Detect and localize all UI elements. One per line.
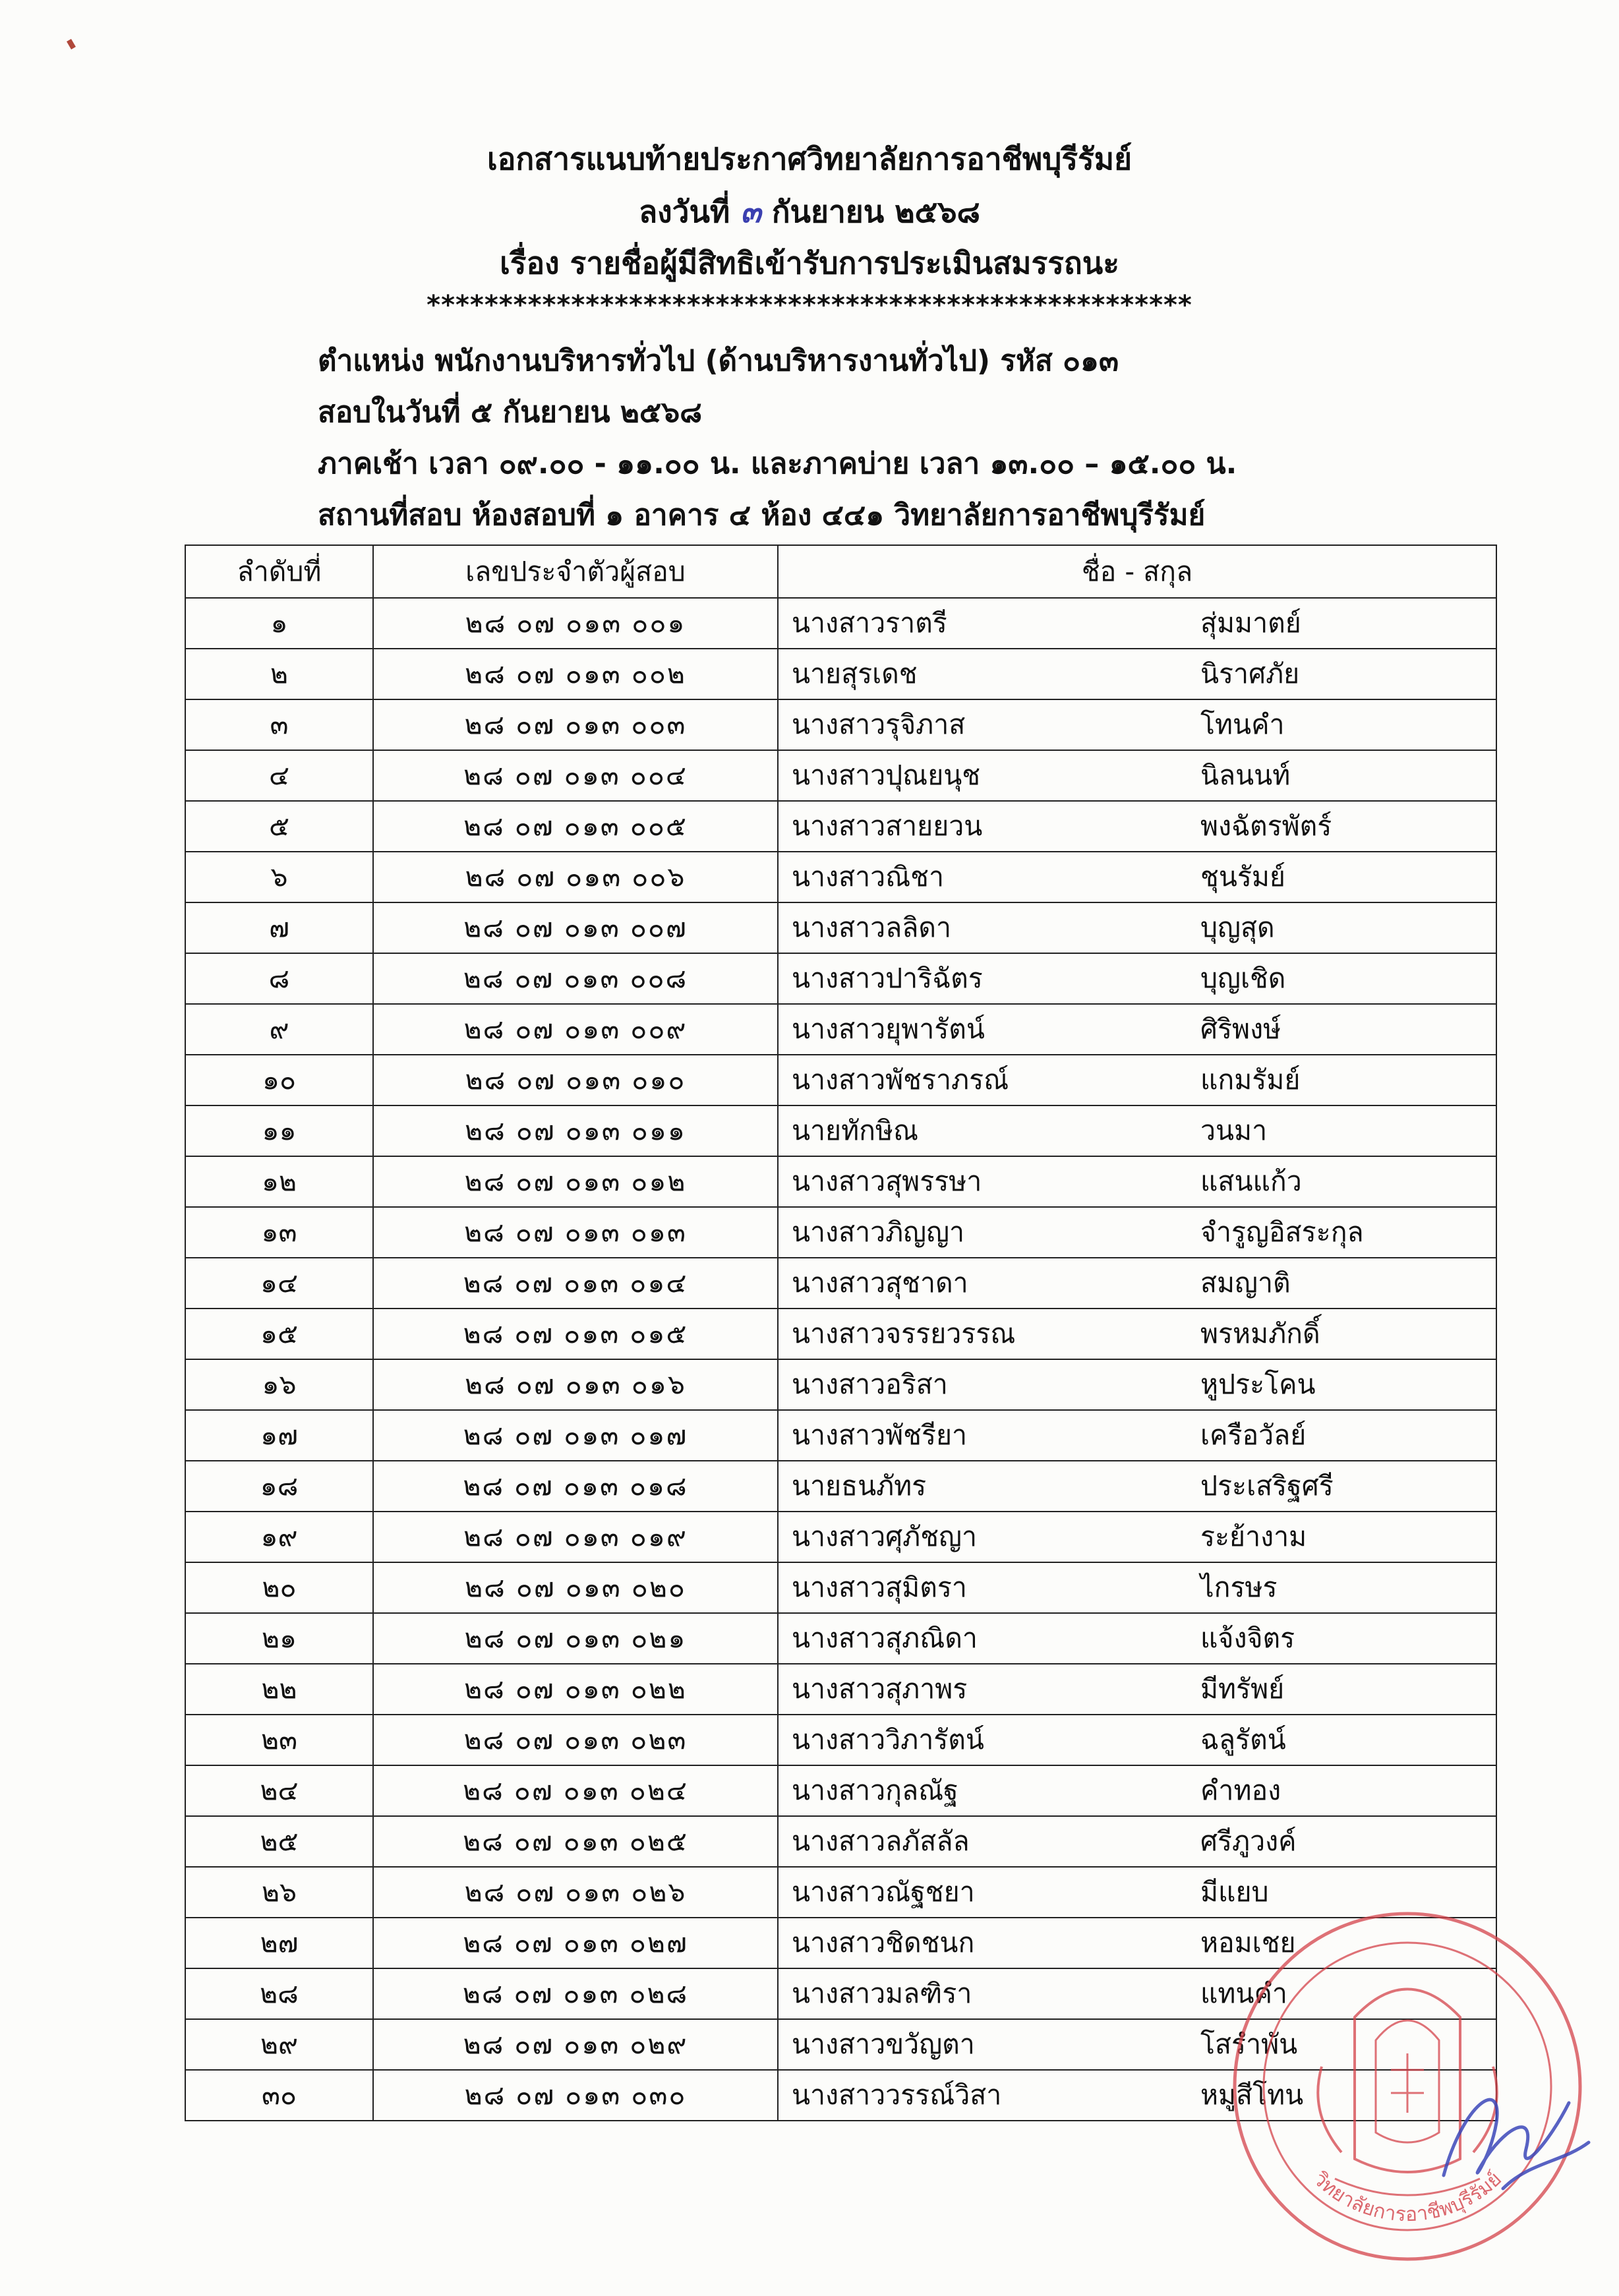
- candidate-name: [778, 1359, 1496, 1410]
- row-number: ๒๓: [185, 1715, 373, 1765]
- table-header-row: [185, 545, 1496, 598]
- first-name: นางสาวสุมิตรา: [792, 1572, 967, 1603]
- first-name: นายทักษิณ: [792, 1115, 918, 1146]
- date-rest: กันยายน ๒๕๖๘: [771, 194, 981, 229]
- candidate-name: [778, 852, 1496, 902]
- last-name: ไกรษร: [1200, 1572, 1278, 1603]
- table-row: [185, 1461, 1496, 1512]
- first-name: นางสาวพัชราภรณ์: [792, 1064, 1009, 1096]
- exam-id: ๒๘ ๐๗ ๐๑๓ ๐๒๖: [373, 1867, 778, 1918]
- exam-id: ๒๘ ๐๗ ๐๑๓ ๐๒๗: [373, 1918, 778, 1968]
- row-number: ๒๔: [185, 1765, 373, 1816]
- last-name: โทนคำ: [1200, 709, 1285, 740]
- date-day-handwritten: ๓: [740, 194, 761, 229]
- table-row: [185, 1156, 1496, 1207]
- row-number: ๓๐: [185, 2070, 373, 2121]
- table-row: [185, 902, 1496, 953]
- exam-id: ๒๘ ๐๗ ๐๑๓ ๐๒๘: [373, 1968, 778, 2019]
- row-number: ๙: [185, 1004, 373, 1055]
- document-title: เอกสารแนบท้ายประกาศวิทยาลัยการอาชีพบุรีรัมย์: [486, 141, 1133, 177]
- first-name: นางสาวณิชา: [792, 861, 945, 893]
- position-line: ตำแหน่ง พนักงานบริหารทั่วไป (ด้านบริหารงานทั่วไป) รหัส ๐๑๓: [318, 344, 1119, 378]
- exam-id: ๒๘ ๐๗ ๐๑๓ ๐๒๑: [373, 1613, 778, 1664]
- row-number: ๒๐: [185, 1562, 373, 1613]
- exam-id: ๒๘ ๐๗ ๐๑๓ ๐๑๔: [373, 1258, 778, 1309]
- first-name: นางสาวปุณยนุช: [792, 759, 981, 791]
- first-name: นางสาวสุภณิดา: [792, 1622, 978, 1654]
- row-number: ๒๑: [185, 1613, 373, 1664]
- table-row: [185, 801, 1496, 852]
- exam-date-line: สอบในวันที่ ๕ กันยายน ๒๕๖๘: [318, 396, 703, 429]
- exam-id: ๒๘ ๐๗ ๐๑๓ ๐๑๒: [373, 1156, 778, 1207]
- candidate-name: [778, 699, 1496, 750]
- exam-id: ๒๘ ๐๗ ๐๑๓ ๐๑๕: [373, 1309, 778, 1359]
- candidate-name: [778, 1410, 1496, 1461]
- exam-id: ๒๘ ๐๗ ๐๑๓ ๐๒๙: [373, 2019, 778, 2070]
- row-number: ๔: [185, 750, 373, 801]
- table-row: [185, 1715, 1496, 1765]
- column-header-name: ชื่อ - สกุล: [778, 545, 1496, 598]
- column-header-exam-id: เลขประจำตัวผู้สอบ: [373, 545, 778, 598]
- first-name: นางสาวสุภาพร: [792, 1673, 968, 1705]
- first-name: นางสาวอริสา: [792, 1369, 948, 1400]
- table-row: [185, 649, 1496, 699]
- table-row: [185, 1613, 1496, 1664]
- last-name: ศิริพงษ์: [1200, 1013, 1281, 1045]
- last-name: สุ่มมาตย์: [1200, 607, 1301, 639]
- table-row: [185, 1207, 1496, 1258]
- last-name: แจ้งจิตร: [1200, 1622, 1295, 1654]
- first-name: นางสาวพัชรียา: [792, 1419, 968, 1451]
- first-name: นางสาววรรณ์วิสา: [792, 2079, 1002, 2111]
- handwritten-signature: [1404, 2063, 1602, 2215]
- candidate-name: [778, 801, 1496, 852]
- exam-id: ๒๘ ๐๗ ๐๑๓ ๐๐๔: [373, 750, 778, 801]
- row-number: ๗: [185, 902, 373, 953]
- last-name: แกมรัมย์: [1200, 1064, 1301, 1096]
- last-name: โสรำพัน: [1200, 2028, 1298, 2060]
- table-row: [185, 1816, 1496, 1867]
- separator-line: *****************************************************: [427, 290, 1192, 320]
- table-row: [185, 699, 1496, 750]
- exam-id: ๒๘ ๐๗ ๐๑๓ ๐๒๐: [373, 1562, 778, 1613]
- first-name: นางสาวราตรี: [792, 607, 947, 639]
- exam-id: ๒๘ ๐๗ ๐๑๓ ๐๑๓: [373, 1207, 778, 1258]
- exam-id: ๒๘ ๐๗ ๐๑๓ ๐๓๐: [373, 2070, 778, 2121]
- last-name: หมูสีโทน: [1200, 2079, 1304, 2111]
- last-name: หอมเชย: [1200, 1927, 1296, 1958]
- last-name: บุญสุด: [1200, 912, 1275, 943]
- exam-id: ๒๘ ๐๗ ๐๑๓ ๐๒๒: [373, 1664, 778, 1715]
- table-row: [185, 852, 1496, 902]
- first-name: นางสาวลภัสลัล: [792, 1825, 970, 1857]
- first-name: นางสาวลลิดา: [792, 912, 952, 943]
- exam-time-line: ภาคเช้า เวลา ๐๙.๐๐ - ๑๑.๐๐ น. และภาคบ่าย เวลา ๑๓.๐๐ – ๑๕.๐๐ น.: [318, 447, 1237, 481]
- row-number: ๒๘: [185, 1968, 373, 2019]
- row-number: ๒๖: [185, 1867, 373, 1918]
- candidate-name: [778, 1715, 1496, 1765]
- row-number: ๑: [185, 598, 373, 649]
- candidate-name: [778, 750, 1496, 801]
- last-name: มีแยบ: [1200, 1876, 1269, 1908]
- exam-id: ๒๘ ๐๗ ๐๑๓ ๐๐๙: [373, 1004, 778, 1055]
- row-number: ๑๕: [185, 1309, 373, 1359]
- row-number: ๘: [185, 953, 373, 1004]
- last-name: แทนคำ: [1200, 1978, 1287, 2009]
- row-number: ๑๑: [185, 1105, 373, 1156]
- last-name: ชุนรัมย์: [1200, 861, 1285, 893]
- candidate-name: [778, 1258, 1496, 1309]
- row-number: ๑๐: [185, 1055, 373, 1105]
- last-name: มีทรัพย์: [1200, 1673, 1285, 1705]
- candidate-name: [778, 1512, 1496, 1562]
- candidate-name: [778, 1207, 1496, 1258]
- last-name: คำทอง: [1200, 1775, 1281, 1806]
- column-header-number: ลำดับที่: [185, 545, 373, 598]
- row-number: ๑๓: [185, 1207, 373, 1258]
- last-name: เครือวัลย์: [1200, 1419, 1307, 1451]
- table-row: [185, 1410, 1496, 1461]
- candidate-name: [778, 1562, 1496, 1613]
- candidate-name: [778, 1765, 1496, 1816]
- first-name: นางสาวจรรยวรรณ: [792, 1318, 1016, 1349]
- candidate-name: [778, 1004, 1496, 1055]
- table-row: [185, 1664, 1496, 1715]
- document-date: [0, 188, 1619, 236]
- first-name: นางสาวรุจิภาส: [792, 709, 966, 740]
- last-name: หูประโคน: [1200, 1369, 1316, 1400]
- row-number: ๒๕: [185, 1816, 373, 1867]
- table-row: [185, 1258, 1496, 1309]
- first-name: นางสาวมลฑิรา: [792, 1978, 972, 2009]
- candidate-name: [778, 1664, 1496, 1715]
- last-name: ระย้างาม: [1200, 1521, 1307, 1552]
- candidate-name: [778, 1105, 1496, 1156]
- table-row: [185, 1512, 1496, 1562]
- row-number: ๑๔: [185, 1258, 373, 1309]
- first-name: นางสาวณัฐชยา: [792, 1876, 975, 1908]
- last-name: นิลนนท์: [1200, 759, 1291, 791]
- first-name: นางสาวสายยวน: [792, 810, 983, 842]
- exam-id: ๒๘ ๐๗ ๐๑๓ ๐๐๒: [373, 649, 778, 699]
- candidate-name: [778, 649, 1496, 699]
- candidate-name: [778, 1461, 1496, 1512]
- first-name: นางสาวปาริฉัตร: [792, 962, 983, 994]
- last-name: แสนแก้ว: [1200, 1165, 1302, 1197]
- row-number: ๒๒: [185, 1664, 373, 1715]
- exam-id: ๒๘ ๐๗ ๐๑๓ ๐๒๓: [373, 1715, 778, 1765]
- first-name: นางสาวสุชาดา: [792, 1267, 968, 1299]
- last-name: นิราศภัย: [1200, 658, 1300, 690]
- document-subject: เรื่อง รายชื่อผู้มีสิทธิเข้ารับการประเมินสมรรถนะ: [500, 245, 1119, 281]
- row-number: ๑๒: [185, 1156, 373, 1207]
- exam-id: ๒๘ ๐๗ ๐๑๓ ๐๑๘: [373, 1461, 778, 1512]
- row-number: ๑๗: [185, 1410, 373, 1461]
- last-name: ประเสริฐศรี: [1200, 1470, 1334, 1502]
- row-number: ๑๙: [185, 1512, 373, 1562]
- seal-text: วิทยาลัยการอาชีพบุรีรัมย์: [1309, 2167, 1506, 2227]
- exam-id: ๒๘ ๐๗ ๐๑๓ ๐๐๘: [373, 953, 778, 1004]
- date-prefix: ลงวันที่: [638, 194, 730, 229]
- candidate-name: [778, 598, 1496, 649]
- row-number: ๒๙: [185, 2019, 373, 2070]
- exam-id: ๒๘ ๐๗ ๐๑๓ ๐๐๓: [373, 699, 778, 750]
- first-name: นางสาวกุลณัฐ: [792, 1775, 958, 1806]
- exam-id: ๒๘ ๐๗ ๐๑๓ ๐๑๙: [373, 1512, 778, 1562]
- exam-id: ๒๘ ๐๗ ๐๑๓ ๐๒๕: [373, 1816, 778, 1867]
- first-name: นางสาววิภารัตน์: [792, 1724, 984, 1755]
- table-row: [185, 1055, 1496, 1105]
- first-name: นางสาวขวัญตา: [792, 2028, 975, 2060]
- exam-id: ๒๘ ๐๗ ๐๑๓ ๐๑๑: [373, 1105, 778, 1156]
- last-name: วนมา: [1200, 1115, 1268, 1146]
- last-name: ศรีภูวงค์: [1200, 1825, 1297, 1857]
- exam-id: ๒๘ ๐๗ ๐๑๓ ๐๐๗: [373, 902, 778, 953]
- row-number: ๑๘: [185, 1461, 373, 1512]
- last-name: พรหมภักดิ์: [1200, 1318, 1320, 1349]
- first-name: นางสาวสุพรรษา: [792, 1165, 982, 1197]
- exam-id: ๒๘ ๐๗ ๐๑๓ ๐๐๖: [373, 852, 778, 902]
- exam-id: ๒๘ ๐๗ ๐๑๓ ๐๒๔: [373, 1765, 778, 1816]
- table-row: [185, 598, 1496, 649]
- table-row: [185, 1004, 1496, 1055]
- row-number: ๒: [185, 649, 373, 699]
- table-row: [185, 1562, 1496, 1613]
- row-number: ๖: [185, 852, 373, 902]
- exam-location-line: สถานที่สอบ ห้องสอบที่ ๑ อาคาร ๔ ห้อง ๔๔๑ วิทยาลัยการอาชีพบุรีรัมย์: [318, 498, 1206, 532]
- last-name: บุญเชิด: [1200, 962, 1286, 994]
- exam-id: ๒๘ ๐๗ ๐๑๓ ๐๑๗: [373, 1410, 778, 1461]
- row-number: ๒๗: [185, 1918, 373, 1968]
- table-row: [185, 953, 1496, 1004]
- last-name: พงฉัตรพัตร์: [1200, 810, 1332, 842]
- table-row: [185, 1309, 1496, 1359]
- exam-id: ๒๘ ๐๗ ๐๑๓ ๐๑๖: [373, 1359, 778, 1410]
- last-name: สมญาติ: [1200, 1267, 1291, 1299]
- table-row: [185, 1359, 1496, 1410]
- ink-mark: [67, 39, 76, 49]
- first-name: นายสุรเดช: [792, 658, 918, 690]
- first-name: นายธนภัทร: [792, 1470, 927, 1502]
- row-number: ๓: [185, 699, 373, 750]
- candidate-name: [778, 902, 1496, 953]
- first-name: นางสาวศุภัชญา: [792, 1521, 977, 1552]
- table-row: [185, 750, 1496, 801]
- first-name: นางสาวยุพารัตน์: [792, 1013, 985, 1045]
- table-row: [185, 1765, 1496, 1816]
- candidate-name: [778, 1055, 1496, 1105]
- table-row: [185, 1105, 1496, 1156]
- candidate-name: [778, 1613, 1496, 1664]
- row-number: ๑๖: [185, 1359, 373, 1410]
- candidate-name: [778, 1816, 1496, 1867]
- first-name: นางสาวภิญญา: [792, 1216, 965, 1248]
- exam-id: ๒๘ ๐๗ ๐๑๓ ๐๐๕: [373, 801, 778, 852]
- candidate-name: [778, 1309, 1496, 1359]
- last-name: จำรูญอิสระกุล: [1200, 1216, 1364, 1248]
- row-number: ๕: [185, 801, 373, 852]
- exam-id: ๒๘ ๐๗ ๐๑๓ ๐๐๑: [373, 598, 778, 649]
- candidate-table: [185, 545, 1497, 2121]
- first-name: นางสาวชิดชนก: [792, 1927, 975, 1958]
- last-name: ฉลูรัตน์: [1200, 1724, 1286, 1755]
- candidate-name: [778, 953, 1496, 1004]
- exam-id: ๒๘ ๐๗ ๐๑๓ ๐๑๐: [373, 1055, 778, 1105]
- candidate-name: [778, 1156, 1496, 1207]
